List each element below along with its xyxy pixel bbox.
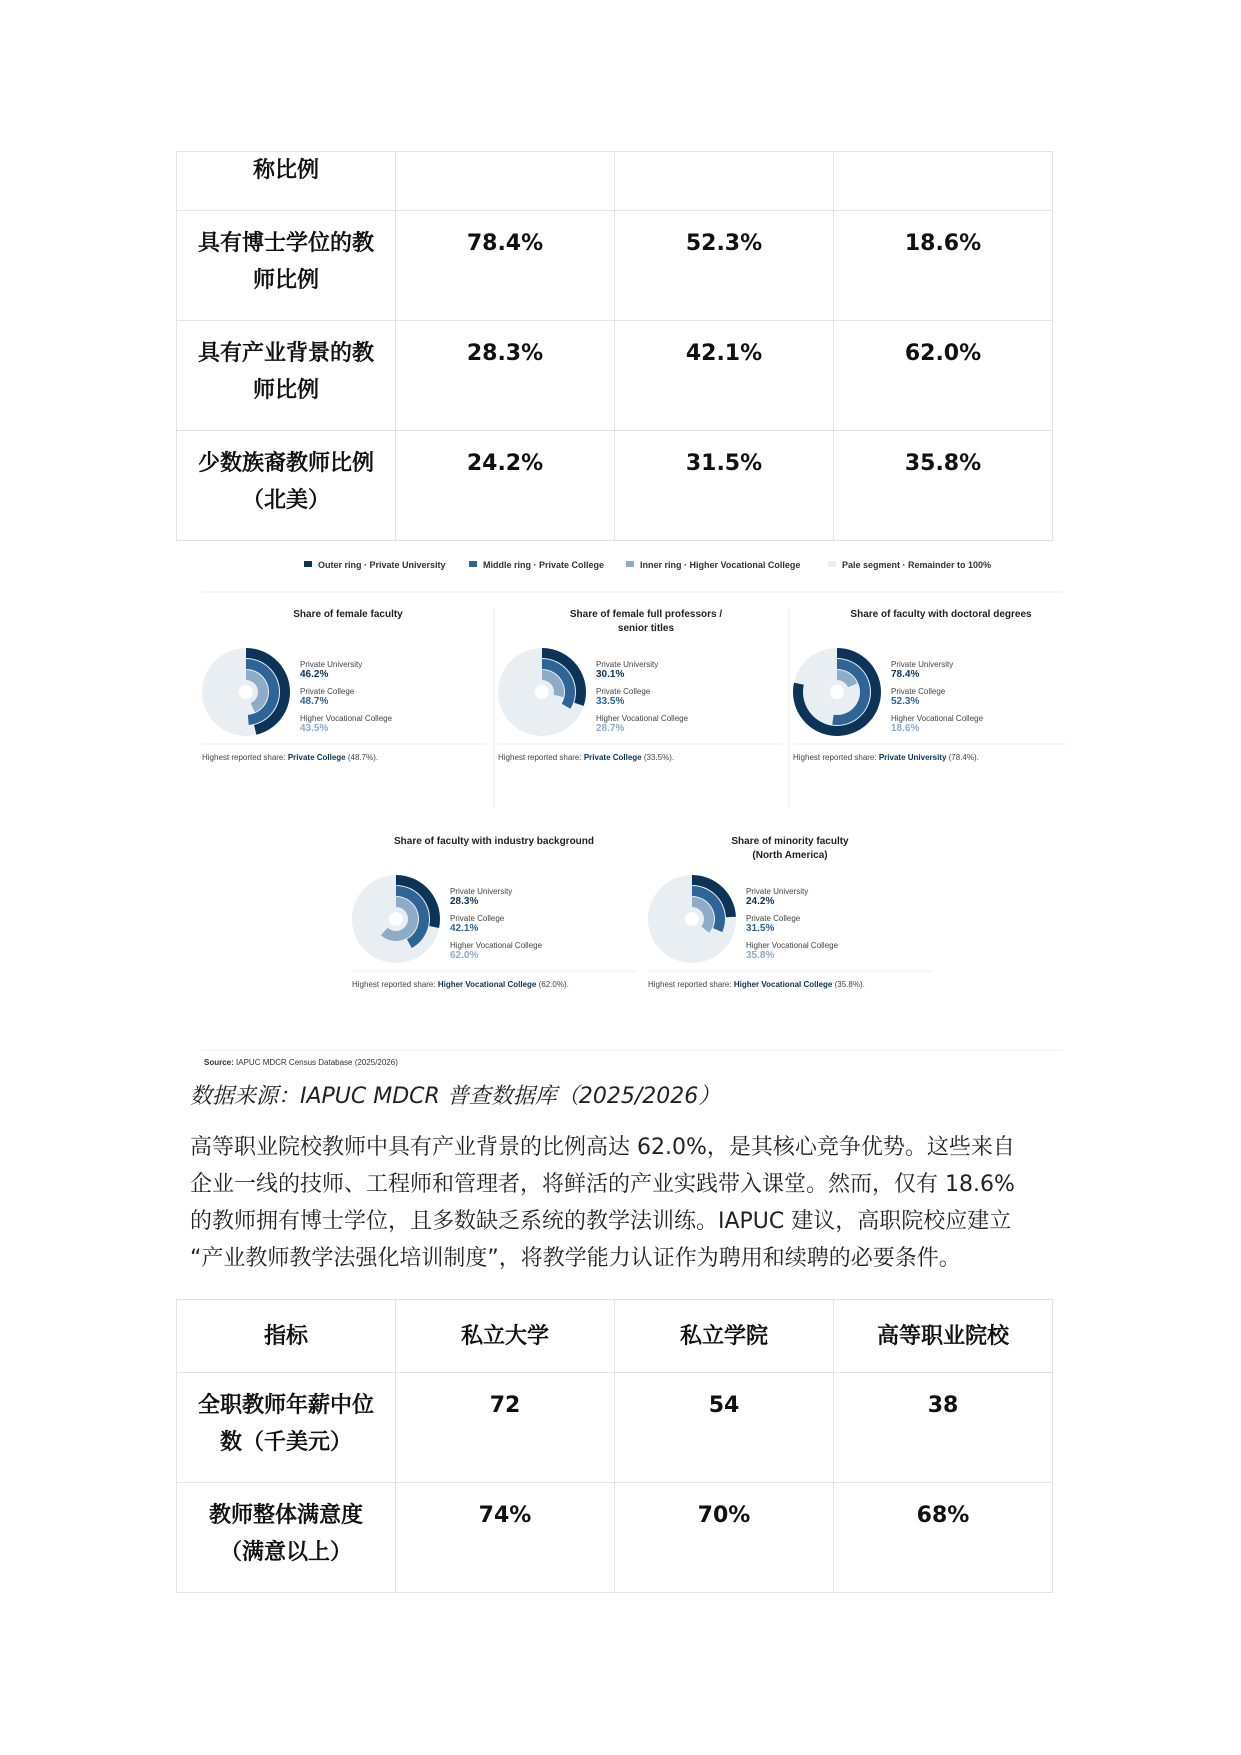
table-row [177, 211, 1053, 321]
column-header: 指标 [177, 1300, 396, 1373]
row-label-line: 教师整体满意度 [208, 1503, 363, 1528]
chart-title: Share of female faculty [293, 609, 403, 620]
table-cell: 78.4% [396, 211, 615, 321]
row-label [177, 431, 396, 541]
legend-label: Middle ring · Private College [483, 560, 605, 570]
paragraph-line: 企业一线的技师、工程师和管理者，将鲜活的产业实践带入课堂。然而，仅有 18.6% [190, 1172, 1015, 1197]
note-value: (33.5%). [641, 753, 675, 762]
table-cell: 24.2% [396, 431, 615, 541]
table-cell [396, 152, 615, 211]
table-row [177, 1373, 1053, 1483]
highest-share-note [793, 753, 979, 762]
row-label [177, 211, 396, 321]
table-cell [834, 152, 1053, 211]
data-label: 31.5% [746, 923, 775, 934]
paragraph-line: 高等职业院校教师中具有产业背景的比例高达 62.0%，是其核心竞争优势。这些来自 [190, 1135, 1015, 1160]
row-label-line: （满意以上） [219, 1540, 352, 1565]
series-label: Private College [300, 687, 355, 696]
legend-label: Pale segment · Remainder to 100% [842, 560, 992, 570]
note-prefix: Highest reported share: [498, 753, 584, 762]
table-cell: 42.1% [615, 321, 834, 431]
data-label: 52.3% [891, 696, 920, 707]
note-prefix: Highest reported share: [352, 980, 438, 989]
series-label: Private College [450, 914, 505, 923]
note-value: (35.8%). [832, 980, 865, 989]
series-label: Private University [450, 887, 513, 896]
table-row [177, 152, 1053, 211]
table-cell: 18.6% [834, 211, 1053, 321]
series-label: Higher Vocational College [450, 941, 543, 950]
highest-share-note [498, 753, 674, 762]
row-label-line: 数（千美元） [219, 1430, 352, 1455]
chart-title: Share of faculty with industry background [393, 836, 595, 847]
series-label: Higher Vocational College [300, 714, 393, 723]
donut-center [685, 912, 699, 926]
table-cell: 35.8% [834, 431, 1053, 541]
data-label: 48.7% [300, 696, 329, 707]
note-value: (78.4%). [946, 753, 979, 762]
series-label: Private College [891, 687, 946, 696]
table-cell: 54 [615, 1373, 834, 1483]
data-label: 24.2% [746, 896, 775, 907]
data-label: 78.4% [891, 669, 920, 680]
legend-label: Inner ring · Higher Vocational College [640, 560, 801, 570]
data-label: 30.1% [596, 669, 625, 680]
figure-caption: 数据来源：IAPUC MDCR 普查数据库（2025/2026） [190, 1084, 721, 1109]
chart-title: Share of minority faculty [731, 836, 849, 847]
row-label-line: 少数族裔教师比例 [197, 451, 374, 476]
comparison-table-top [176, 151, 1053, 541]
comparison-table-bottom [176, 1299, 1053, 1593]
source-label: Source: [204, 1058, 234, 1067]
row-label-line: 师比例 [252, 268, 319, 293]
table-cell: 28.3% [396, 321, 615, 431]
note-series: Higher Vocational College [437, 980, 537, 989]
note-series: Private College [287, 753, 346, 762]
paragraph-line: “产业教师教学法强化培训制度”，将教学能力认证作为聘用和续聘的必要条件。 [190, 1246, 961, 1271]
row-label-line: 全职教师年薪中位 [197, 1393, 374, 1418]
data-label: 42.1% [450, 923, 479, 934]
column-header: 高等职业院校 [834, 1300, 1053, 1373]
table-cell [615, 152, 834, 211]
legend-swatch [304, 561, 312, 567]
series-label: Higher Vocational College [891, 714, 984, 723]
legend-label: Outer ring · Private University [318, 560, 446, 570]
source-text: IAPUC MDCR Census Database (2025/2026) [233, 1058, 398, 1067]
chart-title: Share of female full professors / [569, 609, 723, 620]
data-label: 28.3% [450, 896, 479, 907]
data-label: 43.5% [300, 723, 329, 734]
data-label: 33.5% [596, 696, 625, 707]
row-label-line: 师比例 [252, 378, 319, 403]
note-series: Private College [583, 753, 642, 762]
note-value: (62.0%). [536, 980, 569, 989]
table-cell: 74% [396, 1483, 615, 1593]
data-label: 46.2% [300, 669, 329, 680]
donut-center [830, 685, 844, 699]
legend-swatch [828, 561, 836, 567]
table-cell: 70% [615, 1483, 834, 1593]
note-value: (48.7%). [345, 753, 379, 762]
legend-swatch [626, 561, 634, 567]
row-label-line: （北美） [241, 488, 330, 513]
row-label [177, 321, 396, 431]
highest-share-note [352, 980, 569, 989]
table-cell: 72 [396, 1373, 615, 1483]
table-row [177, 321, 1053, 431]
highest-share-note [202, 753, 378, 762]
data-label: 18.6% [891, 723, 920, 734]
table-cell: 52.3% [615, 211, 834, 321]
table-row [177, 1483, 1053, 1593]
table-cell: 68% [834, 1483, 1053, 1593]
radial-chart-figure [176, 548, 1066, 1070]
note-prefix: Highest reported share: [793, 753, 879, 762]
table-header-row [177, 1300, 1053, 1373]
chart-title: senior titles [617, 623, 675, 634]
body-paragraph [190, 1129, 1062, 1277]
table-cell: 31.5% [615, 431, 834, 541]
row-label-line: 具有博士学位的教 [197, 231, 374, 256]
table-cell: 62.0% [834, 321, 1053, 431]
series-label: Higher Vocational College [746, 941, 839, 950]
table-row [177, 431, 1053, 541]
donut-center [389, 912, 403, 926]
series-label: Private College [746, 914, 801, 923]
series-label: Higher Vocational College [596, 714, 689, 723]
series-label: Private University [300, 660, 363, 669]
column-header: 私立学院 [615, 1300, 834, 1373]
donut-center [239, 685, 253, 699]
series-label: Private College [596, 687, 651, 696]
highest-share-note [648, 980, 865, 989]
row-label-line: 具有产业背景的教 [197, 341, 374, 366]
chart-title: (North America) [752, 850, 828, 861]
chart-title: Share of faculty with doctoral degrees [850, 609, 1032, 620]
series-label: Private University [891, 660, 954, 669]
data-label: 28.7% [596, 723, 625, 734]
note-series: Private University [878, 753, 947, 762]
note-series: Higher Vocational College [733, 980, 833, 989]
row-label [177, 152, 396, 211]
series-label: Private University [596, 660, 659, 669]
series-label: Private University [746, 887, 809, 896]
data-label: 62.0% [450, 950, 479, 961]
donut-center [535, 685, 549, 699]
note-prefix: Highest reported share: [648, 980, 734, 989]
note-prefix: Highest reported share: [202, 753, 288, 762]
row-label [177, 1373, 396, 1483]
row-label [177, 1483, 396, 1593]
column-header: 私立大学 [396, 1300, 615, 1373]
data-label: 35.8% [746, 950, 775, 961]
source-note [204, 1058, 398, 1067]
table-cell: 38 [834, 1373, 1053, 1483]
paragraph-line: 的教师拥有博士学位，且多数缺乏系统的教学法训练。IAPUC 建议，高职院校应建立 [190, 1209, 1012, 1234]
legend-swatch [469, 561, 477, 567]
row-label-line: 称比例 [252, 158, 319, 183]
